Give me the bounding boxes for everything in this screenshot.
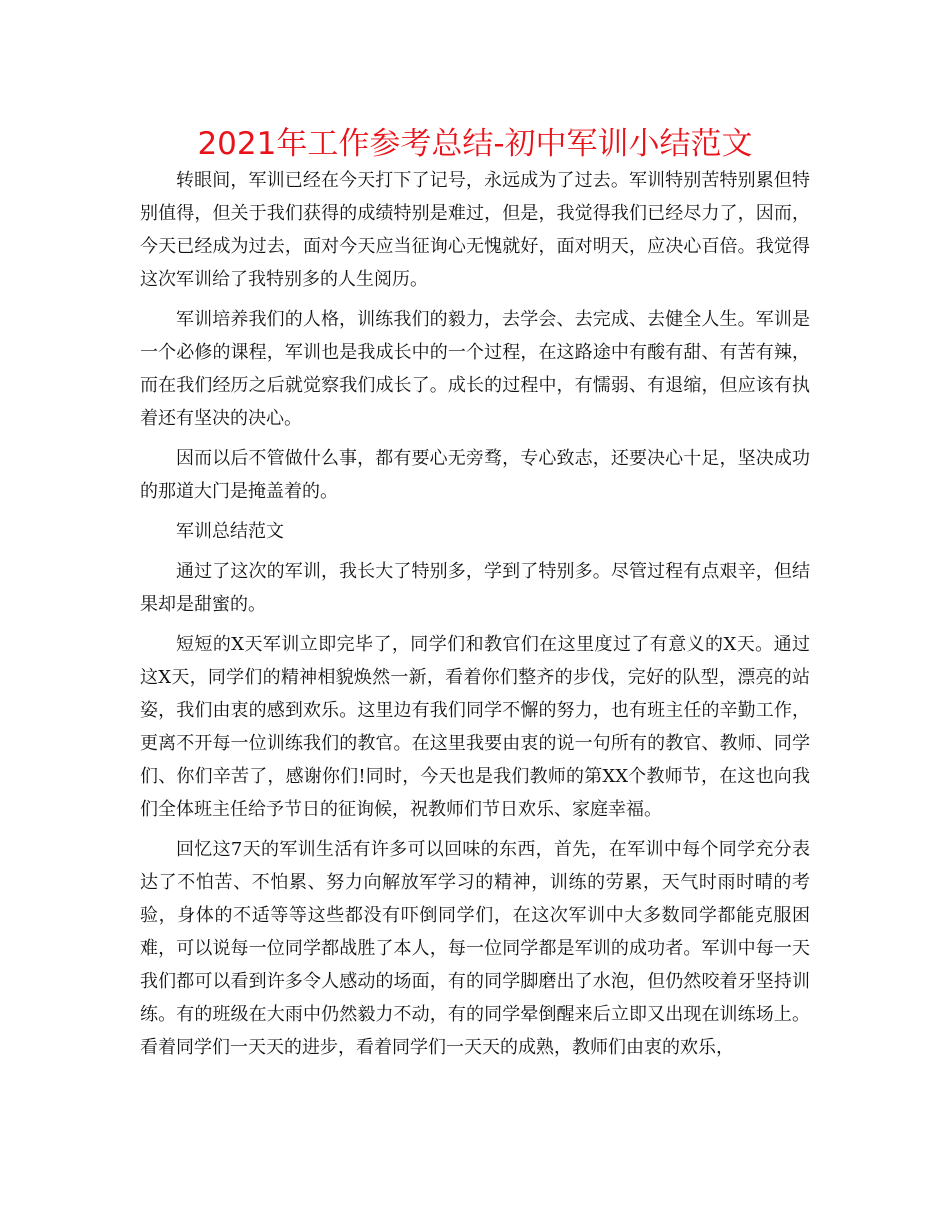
- paragraph-4: 通过了这次的军训，我长大了特别多，学到了特别多。尽管过程有点艰辛，但结果却是甜蜜的。: [140, 561, 810, 615]
- paragraph-gap: [140, 548, 810, 555]
- document-title: 2021年工作参考总结-初中军训小结范文: [197, 126, 753, 162]
- paragraph-gap: [140, 621, 810, 628]
- section-heading: 军训总结范文: [176, 521, 284, 542]
- paragraph-6: 回忆这7天的军训生活有许多可以回味的东西，首先，在军训中每个同学充分表达了不怕苦、不怕累、努力向解放军学习的精神，训练的劳累，天气时雨时晴的考验，身体的不适等等这些都没有吓倒同学们，在这次军训中大多数同学都能克服困难，可以说每一位同学都战胜了本人，每一位同学都是军训的成功者。军训中每一天我们都可以看到许多令人感动的场面，有的同学脚磨出了水泡，但仍然咬着牙坚持训练。有的班级在大雨中仍然毅力不动，有的同学晕倒醒来后立即又出现在训练场上。看着同学们一天天的进步，看着同学们一天天的成熟，教师们由衷的欢乐，: [140, 839, 810, 1058]
- paragraph-gap: [140, 435, 810, 442]
- paragraph-gap: [140, 296, 810, 303]
- paragraph-2: 军训培养我们的人格，训练我们的毅力，去学会、去完成、去健全人生。军训是一个必修的课程，军训也是我成长中的一个过程，在这路途中有酸有甜、有苦有辣，而在我们经历之后就觉察我们成长了。成长的过程中，有懦弱、有退缩，但应该有执着还有坚决的决心。: [140, 309, 810, 429]
- paragraph-gap: [140, 826, 810, 833]
- paragraph-gap: [140, 508, 810, 515]
- paragraph-1: 转眼间，军训已经在今天打下了记号，永远成为了过去。军训特别苦特别累但特别值得，但关于我们获得的成绩特别是难过，但是，我觉得我们已经尽力了，因而，今天已经成为过去，面对今天应当征询心无愧就好，面对明天，应决心百倍。我觉得这次军训给了我特别多的人生阅历。: [140, 170, 810, 290]
- paragraph-5: 短短的X天军训立即完毕了，同学们和教官们在这里度过了有意义的X天。通过这X天，同学们的精神相貌焕然一新，看着你们整齐的步伐，完好的队型，漂亮的站姿，我们由衷的感到欢乐。这里边有我们同学不懈的努力，也有班主任的辛勤工作，更离不开每一位训练我们的教官。在这里我要由衷的说一句所有的教官、教师、同学们、你们辛苦了，感谢你们!同时，今天也是我们教师的第XX个教师节，在这也向我们全体班主任给予节日的征询候，祝教师们节日欢乐、家庭幸福。: [140, 634, 810, 820]
- document-body: [140, 164, 810, 1064]
- paragraph-3: 因而以后不管做什么事，都有要心无旁骛，专心致志，还要决心十足，坚决成功的那道大门是掩盖着的。: [140, 448, 810, 502]
